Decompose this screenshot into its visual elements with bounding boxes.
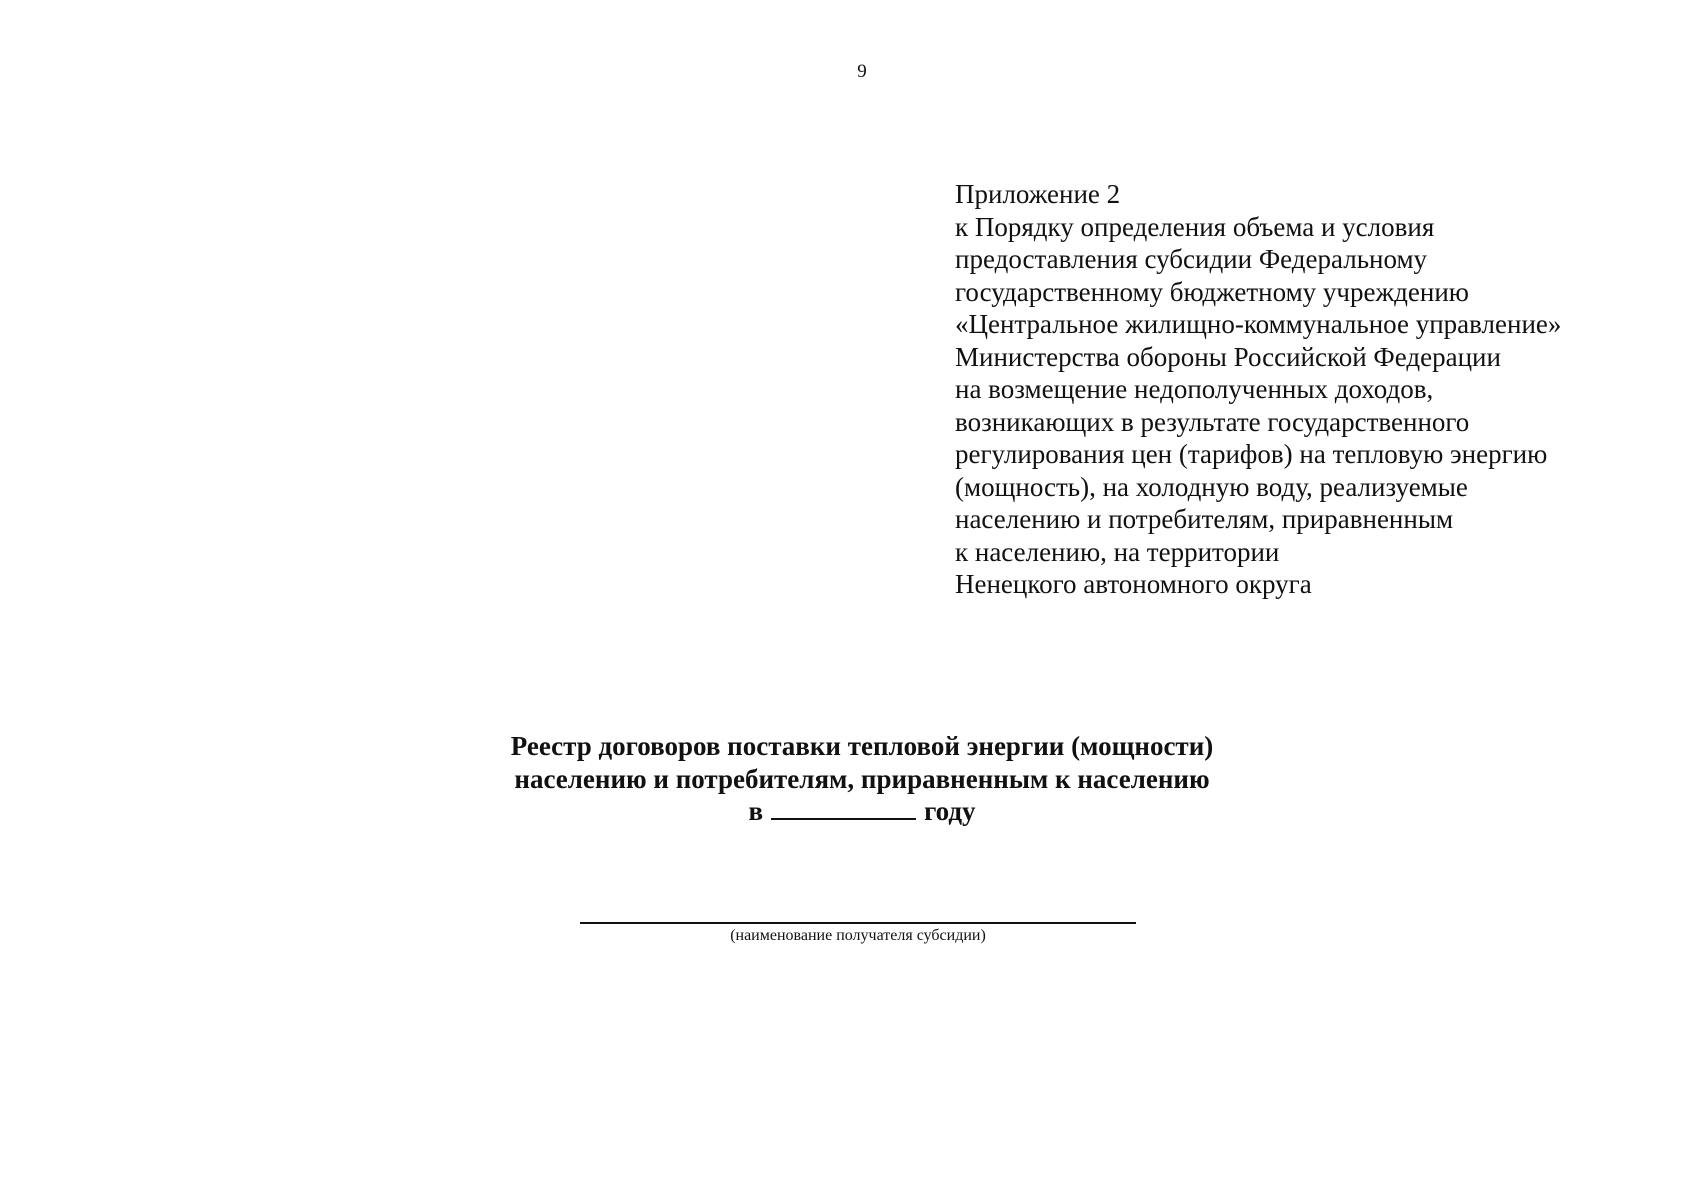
appendix-line: Министерства обороны Российской Федерации — [955, 341, 1501, 372]
appendix-line: регулирования цен (тарифов) на тепловую энергию — [955, 439, 1548, 469]
appendix-line: государственному бюджетному учреждению — [955, 276, 1469, 307]
appendix-header — [955, 178, 1655, 601]
appendix-line: предоставления субсидии Федеральному — [955, 244, 1428, 274]
registry-title-year-line — [0, 795, 1698, 828]
appendix-line: на возмещение недополученных доходов, — [955, 374, 1434, 404]
registry-title-line-1: Реестр договоров поставки тепловой энергии (мощности) — [510, 731, 1214, 761]
appendix-line: (мощность), на холодную воду, реализуемые — [955, 471, 1468, 502]
year-blank-field — [771, 796, 916, 820]
appendix-line: к населению, на территории — [955, 536, 1280, 567]
registry-title-line-2: населению и потребителям, приравненным к населению — [514, 763, 1210, 794]
appendix-line: к Порядку определения объема и условия — [955, 211, 1435, 242]
registry-title — [0, 730, 1698, 828]
appendix-line: возникающих в результате государственного — [955, 406, 1470, 437]
year-prefix: в — [748, 796, 764, 826]
appendix-line: «Центральное жилищно-коммунальное управление» — [955, 309, 1562, 339]
appendix-line: Ненецкого автономного округа — [955, 569, 1312, 599]
page-number: 9 — [857, 61, 867, 82]
year-suffix: году — [924, 796, 976, 826]
appendix-line: Приложение 2 — [955, 179, 1121, 209]
appendix-line: населению и потребителям, приравненным — [955, 504, 1454, 534]
recipient-name-line — [580, 922, 1136, 924]
recipient-caption: (наименование получателя субсидии) — [730, 927, 986, 944]
